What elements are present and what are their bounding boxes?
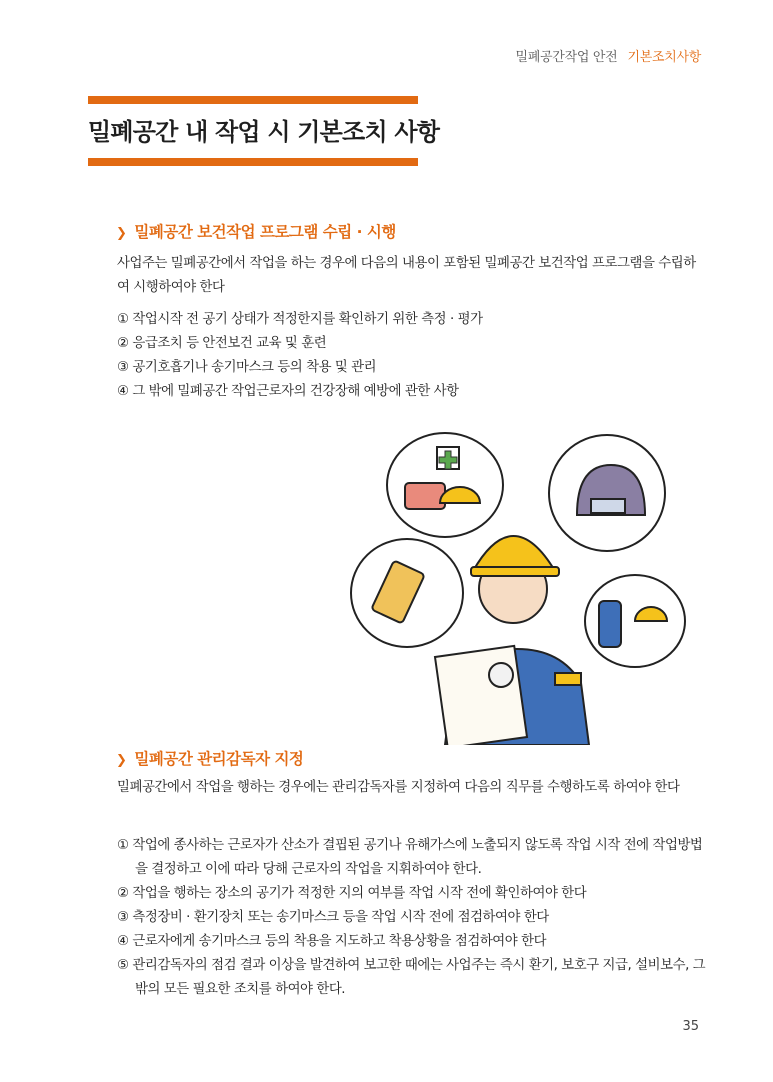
title-bar-bottom <box>88 158 418 166</box>
page-number: 35 <box>682 1019 699 1034</box>
section1-intro: 사업주는 밀폐공간에서 작업을 하는 경우에 다음의 내용이 포함된 밀폐공간 보건작업 프로그램을 수립하여 시행하여야 한다 <box>117 256 696 295</box>
list-item: ② 작업을 행하는 장소의 공기가 적정한 지의 여부를 작업 시작 전에 확인하여야 한다 <box>117 886 587 901</box>
list-item: ④ 그 밖에 밀폐공간 작업근로자의 건강장해 예방에 관한 사항 <box>117 384 459 399</box>
list-item: ② 응급조치 등 안전보건 교육 및 훈련 <box>117 336 327 351</box>
list-item: ④ 근로자에게 송기마스크 등의 착용을 지도하고 착용상황을 점검하여야 한다 <box>117 934 547 949</box>
running-header <box>516 46 701 65</box>
section1-list <box>117 308 712 404</box>
section2-list <box>117 834 712 1002</box>
header-section: 기본조치사항 <box>627 50 701 65</box>
section2-heading-text: 밀폐공간 관리감독자 지정 <box>134 750 304 768</box>
list-item: ① 작업에 종사하는 근로자가 산소가 결핍된 공기나 유해가스에 노출되지 않도록 작업 시작 전에 작업방법을 결정하고 이에 따라 당해 근로자의 작업을 지휘하여야 한다. <box>117 838 703 877</box>
section2-heading <box>116 747 303 769</box>
section2-intro: 밀폐공간에서 작업을 행하는 경우에는 관리감독자를 지정하여 다음의 직무를 수행하도록 하여야 한다 <box>117 780 680 795</box>
worker-illustration <box>345 425 695 745</box>
list-item: ① 작업시작 전 공기 상태가 적정한지를 확인하기 위한 측정 · 평가 <box>117 312 483 327</box>
list-item: ③ 측정장비 · 환기장치 또는 송기마스크 등을 작업 시작 전에 점검하여야 한다 <box>117 910 549 925</box>
section1-heading-text: 밀폐공간 보건작업 프로그램 수립 · 시행 <box>134 223 396 241</box>
list-item: ③ 공기호흡기나 송기마스크 등의 착용 및 관리 <box>117 360 377 375</box>
title-bar-top <box>88 96 418 104</box>
header-chapter: 밀폐공간작업 안전 <box>515 50 618 65</box>
list-item: ⑤ 관리감독자의 점검 결과 이상을 발견하여 보고한 때에는 사업주는 즉시 환기, 보호구 지급, 설비보수, 그 밖의 모든 필요한 조치를 하여야 한다. <box>117 958 706 997</box>
page-title: 밀폐공간 내 작업 시 기본조치 사항 <box>88 118 440 146</box>
chevron-right-icon: ❯ <box>116 753 127 768</box>
section1-heading <box>116 220 396 242</box>
chevron-right-icon: ❯ <box>116 226 127 241</box>
